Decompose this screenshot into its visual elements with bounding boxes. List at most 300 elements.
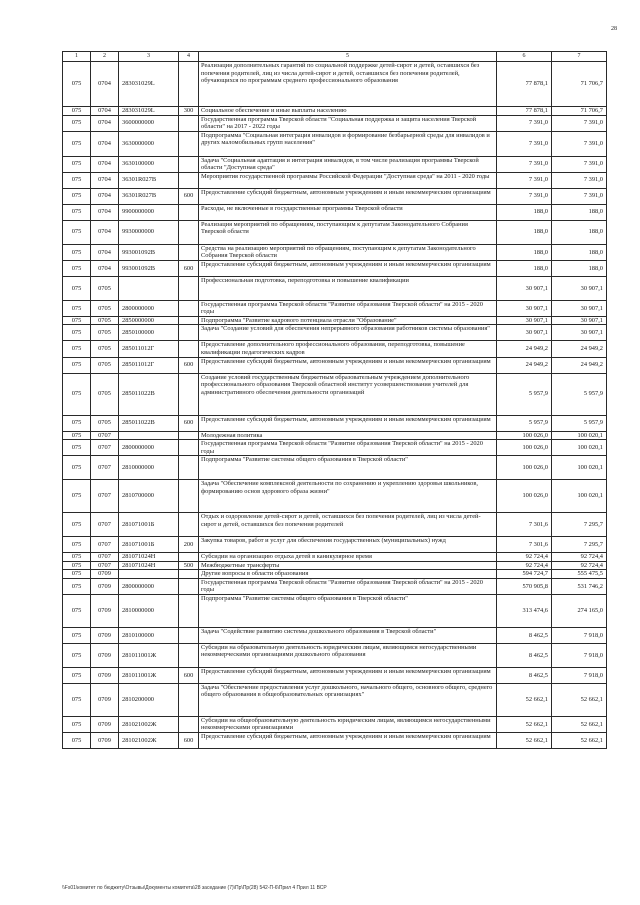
admin-code-cell: 075 (63, 667, 91, 683)
description-cell: Предоставление субсидий бюджетным, автономным учреждениям и иным некоммерческим организациям (199, 260, 497, 276)
column-header: 7 (552, 52, 607, 62)
admin-code-cell: 075 (63, 683, 91, 716)
target-article-cell: 3630100000 (119, 156, 179, 172)
table-row (63, 204, 607, 220)
section-code-cell: 0704 (91, 244, 119, 260)
amount-2019-cell: 531 746,2 (552, 578, 607, 594)
table-row (63, 733, 607, 749)
admin-code-cell: 075 (63, 561, 91, 570)
target-article-cell: 285011012Г (119, 341, 179, 357)
table-row (63, 643, 607, 667)
description-cell: Молодежная политика (199, 431, 497, 440)
expense-type-cell (179, 431, 199, 440)
section-code-cell: 0709 (91, 627, 119, 643)
amount-2019-cell: 52 662,1 (552, 733, 607, 749)
table-row (63, 537, 607, 553)
page-number: 28 (611, 26, 617, 32)
amount-2019-cell: 5 957,9 (552, 415, 607, 431)
target-article-cell: 2800000000 (119, 300, 179, 316)
section-code-cell: 0704 (91, 260, 119, 276)
description-cell: Задача "Обеспечение предоставления услуг дошкольного, начального общего, основного общего, среднего общего образования в общеобразовательных организациях" (199, 683, 497, 716)
target-article-cell: 2850000000 (119, 316, 179, 325)
admin-code-cell: 075 (63, 716, 91, 732)
expense-type-cell (179, 456, 199, 480)
section-code-cell: 0707 (91, 513, 119, 537)
section-code-cell: 0704 (91, 156, 119, 172)
table-row (63, 570, 607, 579)
amount-2018-cell: 7 301,6 (497, 513, 552, 537)
description-cell: Подпрограмма "Развитие системы общего образования в Тверской области" (199, 594, 497, 627)
admin-code-cell: 075 (63, 733, 91, 749)
expense-type-cell (179, 440, 199, 456)
admin-code-cell: 075 (63, 316, 91, 325)
expense-type-cell (179, 480, 199, 513)
admin-code-cell: 075 (63, 244, 91, 260)
admin-code-cell: 075 (63, 627, 91, 643)
target-article-cell: 281071024Н (119, 553, 179, 562)
expense-type-cell (179, 627, 199, 643)
description-cell: Государственная программа Тверской области "Социальная поддержка и защита населения Тверской области" на 2017 - 2022 годы (199, 115, 497, 131)
amount-2018-cell: 30 907,1 (497, 316, 552, 325)
amount-2019-cell: 7 391,0 (552, 131, 607, 156)
amount-2019-cell: 7 918,0 (552, 627, 607, 643)
admin-code-cell: 075 (63, 260, 91, 276)
expense-type-cell (179, 204, 199, 220)
target-article-cell: 993001092B (119, 260, 179, 276)
expense-type-cell (179, 570, 199, 579)
expense-type-cell: 200 (179, 537, 199, 553)
target-article-cell: 283031029L (119, 62, 179, 107)
expense-type-cell (179, 62, 199, 107)
expense-type-cell (179, 115, 199, 131)
table-row (63, 683, 607, 716)
amount-2019-cell: 7 391,0 (552, 188, 607, 204)
description-cell: Предоставление субсидий бюджетным, автономным учреждениям и иным некоммерческим организациям (199, 667, 497, 683)
section-code-cell: 0707 (91, 537, 119, 553)
amount-2018-cell: 92 724,4 (497, 561, 552, 570)
table-row (63, 716, 607, 732)
description-cell: Субсидии на образовательную деятельность юридическим лицам, являющимся негосударственными некоммерческими организациями дошкольного образования (199, 643, 497, 667)
expense-type-cell (179, 325, 199, 341)
target-article-cell: 3630000000 (119, 131, 179, 156)
expense-type-cell (179, 373, 199, 415)
target-article-cell (119, 431, 179, 440)
description-cell: Расходы, не включенные в государственные программы Тверской области (199, 204, 497, 220)
expense-type-cell: 600 (179, 188, 199, 204)
admin-code-cell: 075 (63, 415, 91, 431)
admin-code-cell: 075 (63, 594, 91, 627)
section-code-cell: 0704 (91, 107, 119, 116)
target-article-cell: 281071001Б (119, 537, 179, 553)
table-row (63, 553, 607, 562)
section-code-cell: 0704 (91, 172, 119, 188)
admin-code-cell: 075 (63, 325, 91, 341)
amount-2019-cell: 7 918,0 (552, 643, 607, 667)
section-code-cell: 0705 (91, 373, 119, 415)
amount-2018-cell: 7 391,0 (497, 188, 552, 204)
target-article-cell: 36301R027B (119, 172, 179, 188)
table-row (63, 172, 607, 188)
target-article-cell: 9930000000 (119, 220, 179, 244)
admin-code-cell: 075 (63, 156, 91, 172)
amount-2019-cell: 100 020,1 (552, 440, 607, 456)
description-cell: Профессиональная подготовка, переподготовка и повышение квалификации (199, 276, 497, 300)
expense-type-cell (179, 513, 199, 537)
amount-2019-cell: 188,0 (552, 244, 607, 260)
amount-2018-cell: 100 026,0 (497, 456, 552, 480)
section-code-cell: 0707 (91, 440, 119, 456)
admin-code-cell: 075 (63, 357, 91, 373)
expense-type-cell: 300 (179, 107, 199, 116)
description-cell: Отдых и оздоровление детей-сирот и детей, оставшихся без попечения родителей, лиц из числа детей-сирот и детей, оставшихся без попечения родителей (199, 513, 497, 537)
amount-2018-cell: 100 026,0 (497, 431, 552, 440)
admin-code-cell: 075 (63, 341, 91, 357)
table-body (63, 62, 607, 749)
description-cell: Предоставление субсидий бюджетным, автономным учреждениям и иным некоммерческим организациям (199, 188, 497, 204)
admin-code-cell: 075 (63, 373, 91, 415)
admin-code-cell: 075 (63, 107, 91, 116)
table-row (63, 667, 607, 683)
amount-2019-cell: 555 475,5 (552, 570, 607, 579)
amount-2018-cell: 7 391,0 (497, 172, 552, 188)
target-article-cell: 2810000000 (119, 594, 179, 627)
section-code-cell: 0704 (91, 188, 119, 204)
admin-code-cell: 075 (63, 480, 91, 513)
admin-code-cell: 075 (63, 537, 91, 553)
description-cell: Задача "Содействие развитию системы дошкольного образования в Тверской области" (199, 627, 497, 643)
section-code-cell: 0707 (91, 456, 119, 480)
admin-code-cell: 075 (63, 570, 91, 579)
expense-type-cell (179, 341, 199, 357)
description-cell: Подпрограмма "Социальная интеграция инвалидов и формирование безбарьерной среды для инвалидов и других маломобильных групп населения" (199, 131, 497, 156)
section-code-cell: 0709 (91, 733, 119, 749)
description-cell: Закупка товаров, работ и услуг для обеспечения государственных (муниципальных) нужд (199, 537, 497, 553)
amount-2019-cell: 24 949,2 (552, 357, 607, 373)
amount-2019-cell: 30 907,1 (552, 276, 607, 300)
admin-code-cell: 075 (63, 440, 91, 456)
table-row (63, 300, 607, 316)
expense-type-cell: 600 (179, 415, 199, 431)
admin-code-cell: 075 (63, 276, 91, 300)
table-row (63, 115, 607, 131)
amount-2018-cell: 52 662,1 (497, 683, 552, 716)
expense-type-cell: 600 (179, 667, 199, 683)
description-cell: Социальное обеспечение и иные выплаты населению (199, 107, 497, 116)
amount-2018-cell: 7 301,6 (497, 537, 552, 553)
amount-2018-cell: 30 907,1 (497, 325, 552, 341)
amount-2019-cell: 188,0 (552, 204, 607, 220)
expense-type-cell (179, 276, 199, 300)
amount-2018-cell: 52 662,1 (497, 716, 552, 732)
section-code-cell: 0705 (91, 341, 119, 357)
target-article-cell: 285011022В (119, 415, 179, 431)
admin-code-cell: 075 (63, 578, 91, 594)
description-cell: Субсидии на общеобразовательную деятельность юридическим лицам, являющимся негосударственными некоммерческими организациями (199, 716, 497, 732)
section-code-cell: 0705 (91, 300, 119, 316)
section-code-cell: 0707 (91, 480, 119, 513)
section-code-cell: 0704 (91, 115, 119, 131)
admin-code-cell: 075 (63, 643, 91, 667)
column-header: 6 (497, 52, 552, 62)
table-row (63, 513, 607, 537)
amount-2018-cell: 570 905,8 (497, 578, 552, 594)
table-row (63, 415, 607, 431)
section-code-cell: 0705 (91, 325, 119, 341)
admin-code-cell: 075 (63, 131, 91, 156)
description-cell: Мероприятия государственной программы Российской Федерации "Доступная среда" на 2011 - 2020 годы (199, 172, 497, 188)
amount-2018-cell: 5 957,9 (497, 415, 552, 431)
section-code-cell: 0704 (91, 62, 119, 107)
admin-code-cell: 075 (63, 553, 91, 562)
amount-2018-cell: 7 391,0 (497, 115, 552, 131)
amount-2019-cell: 100 020,1 (552, 431, 607, 440)
table-row (63, 341, 607, 357)
amount-2019-cell: 188,0 (552, 220, 607, 244)
section-code-cell: 0709 (91, 578, 119, 594)
amount-2019-cell: 30 907,1 (552, 300, 607, 316)
amount-2018-cell: 100 026,0 (497, 440, 552, 456)
expense-type-cell (179, 553, 199, 562)
section-code-cell: 0705 (91, 276, 119, 300)
section-code-cell: 0707 (91, 553, 119, 562)
amount-2019-cell: 52 662,1 (552, 683, 607, 716)
amount-2018-cell: 24 949,2 (497, 357, 552, 373)
target-article-cell: 36301R027B (119, 188, 179, 204)
column-header: 3 (119, 52, 179, 62)
amount-2018-cell: 52 662,1 (497, 733, 552, 749)
table-row (63, 561, 607, 570)
target-article-cell: 283031029L (119, 107, 179, 116)
target-article-cell: 281021002Ж (119, 733, 179, 749)
description-cell: Подпрограмма "Развитие кадрового потенциала отрасли "Образование" (199, 316, 497, 325)
expense-type-cell: 600 (179, 260, 199, 276)
column-header: 4 (179, 52, 199, 62)
description-cell: Подпрограмма "Развитие системы общего образования в Тверской области" (199, 456, 497, 480)
expense-type-cell (179, 578, 199, 594)
amount-2018-cell: 7 391,0 (497, 156, 552, 172)
description-cell: Задача "Обеспечение комплексной деятельности по сохранению и укреплению здоровья школьников, формированию основ здорового образа жизни" (199, 480, 497, 513)
table-row (63, 260, 607, 276)
expense-type-cell (179, 643, 199, 667)
description-cell: Создание условий государственным бюджетным образовательным учреждением дополнительного профессионального образования Тверской областной институт усовершенствования учителей для административного обеспечения деятельности организаций (199, 373, 497, 415)
target-article-cell: 281011001Ж (119, 643, 179, 667)
amount-2018-cell: 188,0 (497, 204, 552, 220)
section-code-cell: 0704 (91, 220, 119, 244)
admin-code-cell: 075 (63, 188, 91, 204)
admin-code-cell: 075 (63, 431, 91, 440)
table-row (63, 578, 607, 594)
amount-2018-cell: 5 957,9 (497, 373, 552, 415)
section-code-cell: 0709 (91, 667, 119, 683)
expense-type-cell (179, 316, 199, 325)
target-article-cell: 2810200000 (119, 683, 179, 716)
footer-file-path: \\Fs01\комитет по бюджету\Отзывы\Документы комитета\28 заседание (7)\Пр\Пр(28) 542-П-6\Прил 4 Прил 11 ВСР (62, 885, 327, 891)
section-code-cell: 0707 (91, 561, 119, 570)
admin-code-cell: 075 (63, 456, 91, 480)
table-row (63, 440, 607, 456)
target-article-cell: 2810000000 (119, 456, 179, 480)
description-cell: Другие вопросы в области образования (199, 570, 497, 579)
table-row (63, 456, 607, 480)
table-row (63, 276, 607, 300)
amount-2019-cell: 100 020,1 (552, 480, 607, 513)
table-row (63, 373, 607, 415)
admin-code-cell: 075 (63, 115, 91, 131)
admin-code-cell: 075 (63, 62, 91, 107)
expense-type-cell (179, 594, 199, 627)
description-cell: Межбюджетные трансферты (199, 561, 497, 570)
column-header: 1 (63, 52, 91, 62)
section-code-cell: 0704 (91, 131, 119, 156)
description-cell: Предоставление субсидий бюджетным, автономным учреждениям и иным некоммерческим организациям (199, 357, 497, 373)
amount-2018-cell: 92 724,4 (497, 553, 552, 562)
target-article-cell: 281071001Б (119, 513, 179, 537)
section-code-cell: 0709 (91, 643, 119, 667)
description-cell: Реализация мероприятий по обращениям, поступающим к депутатам Законодательного Собрания Тверской области (199, 220, 497, 244)
target-article-cell: 285011012Г (119, 357, 179, 373)
amount-2018-cell: 8 462,5 (497, 667, 552, 683)
target-article-cell: 2850100000 (119, 325, 179, 341)
table-row (63, 244, 607, 260)
target-article-cell: 2810100000 (119, 627, 179, 643)
amount-2018-cell: 188,0 (497, 260, 552, 276)
amount-2018-cell: 188,0 (497, 244, 552, 260)
table-row (63, 431, 607, 440)
admin-code-cell: 075 (63, 513, 91, 537)
target-article-cell (119, 276, 179, 300)
section-code-cell: 0707 (91, 431, 119, 440)
amount-2018-cell: 100 026,0 (497, 480, 552, 513)
table-row (63, 156, 607, 172)
table-row (63, 107, 607, 116)
expense-type-cell (179, 156, 199, 172)
section-code-cell: 0709 (91, 570, 119, 579)
amount-2019-cell: 7 295,7 (552, 513, 607, 537)
admin-code-cell: 075 (63, 300, 91, 316)
table-row (63, 594, 607, 627)
admin-code-cell: 075 (63, 204, 91, 220)
amount-2019-cell: 30 907,1 (552, 316, 607, 325)
section-code-cell: 0705 (91, 357, 119, 373)
amount-2019-cell: 30 907,1 (552, 325, 607, 341)
table-row (63, 357, 607, 373)
admin-code-cell: 075 (63, 172, 91, 188)
target-article-cell: 2810700000 (119, 480, 179, 513)
target-article-cell: 281021002Ж (119, 716, 179, 732)
amount-2019-cell: 100 020,1 (552, 456, 607, 480)
description-cell: Субсидии на организацию отдыха детей в каникулярное время (199, 553, 497, 562)
amount-2018-cell: 313 474,6 (497, 594, 552, 627)
target-article-cell: 993001092B (119, 244, 179, 260)
column-header: 2 (91, 52, 119, 62)
description-cell: Государственная программа Тверской области "Развитие образования Тверской области" на 2015 - 2020 годы (199, 300, 497, 316)
target-article-cell: 2800000000 (119, 578, 179, 594)
expense-type-cell (179, 300, 199, 316)
target-article-cell: 2800000000 (119, 440, 179, 456)
amount-2018-cell: 188,0 (497, 220, 552, 244)
description-cell: Задача "Создание условий для обеспечения непрерывного образования работников системы образования" (199, 325, 497, 341)
table-row (63, 316, 607, 325)
amount-2018-cell: 77 878,1 (497, 62, 552, 107)
expense-type-cell (179, 172, 199, 188)
amount-2018-cell: 8 462,5 (497, 643, 552, 667)
amount-2019-cell: 71 706,7 (552, 62, 607, 107)
header-row (63, 52, 607, 62)
amount-2019-cell: 7 918,0 (552, 667, 607, 683)
section-code-cell: 0709 (91, 683, 119, 716)
description-cell: Государственная программа Тверской области "Развитие образования Тверской области" на 2015 - 2020 годы (199, 578, 497, 594)
target-article-cell: 281011001Ж (119, 667, 179, 683)
description-cell: Задача "Социальная адаптация и интеграция инвалидов, в том числе реализация программы Тверской области "Доступная среда" (199, 156, 497, 172)
description-cell: Реализация дополнительных гарантий по социальной поддержке детей-сирот и детей, оставшихся без попечения родителей, лиц из числа детей-сирот и детей, оставшихся без попечения родителей, обучающихся по программам среднего профессионального образования (199, 62, 497, 107)
amount-2018-cell: 8 462,5 (497, 627, 552, 643)
amount-2018-cell: 594 724,7 (497, 570, 552, 579)
table-row (63, 480, 607, 513)
table-row (63, 131, 607, 156)
amount-2019-cell: 7 391,0 (552, 115, 607, 131)
amount-2018-cell: 30 907,1 (497, 300, 552, 316)
expense-type-cell (179, 716, 199, 732)
section-code-cell: 0709 (91, 716, 119, 732)
target-article-cell: 285011022В (119, 373, 179, 415)
section-code-cell: 0709 (91, 594, 119, 627)
description-cell: Средства на реализацию мероприятий по обращениям, поступающим к депутатам Законодательного Собрания Тверской области (199, 244, 497, 260)
description-cell: Предоставление дополнительного профессионального образования, переподготовка, повышение квалификации педагогических кадров (199, 341, 497, 357)
amount-2019-cell: 7 391,0 (552, 156, 607, 172)
amount-2019-cell: 92 724,4 (552, 553, 607, 562)
amount-2019-cell: 24 949,2 (552, 341, 607, 357)
expense-type-cell (179, 244, 199, 260)
expense-type-cell (179, 683, 199, 716)
column-header: 5 (199, 52, 497, 62)
amount-2018-cell: 77 878,1 (497, 107, 552, 116)
description-cell: Предоставление субсидий бюджетным, автономным учреждениям и иным некоммерческим организациям (199, 733, 497, 749)
table-row (63, 188, 607, 204)
expense-type-cell: 600 (179, 733, 199, 749)
section-code-cell: 0705 (91, 316, 119, 325)
description-cell: Государственная программа Тверской области "Развитие образования Тверской области" на 2015 - 2020 годы (199, 440, 497, 456)
description-cell: Предоставление субсидий бюджетным, автономным учреждениям и иным некоммерческим организациям (199, 415, 497, 431)
table-row (63, 220, 607, 244)
amount-2019-cell: 92 724,4 (552, 561, 607, 570)
amount-2019-cell: 7 295,7 (552, 537, 607, 553)
amount-2019-cell: 188,0 (552, 260, 607, 276)
amount-2019-cell: 52 662,1 (552, 716, 607, 732)
target-article-cell: 9900000000 (119, 204, 179, 220)
amount-2018-cell: 7 391,0 (497, 131, 552, 156)
target-article-cell (119, 570, 179, 579)
section-code-cell: 0705 (91, 415, 119, 431)
expense-type-cell: 500 (179, 561, 199, 570)
amount-2018-cell: 30 907,1 (497, 276, 552, 300)
expense-type-cell (179, 131, 199, 156)
amount-2019-cell: 71 706,7 (552, 107, 607, 116)
amount-2019-cell: 7 391,0 (552, 172, 607, 188)
table-row (63, 627, 607, 643)
expense-type-cell (179, 220, 199, 244)
amount-2019-cell: 274 165,0 (552, 594, 607, 627)
expense-type-cell: 600 (179, 357, 199, 373)
amount-2019-cell: 5 957,9 (552, 373, 607, 415)
target-article-cell: 3600000000 (119, 115, 179, 131)
table-row (63, 325, 607, 341)
budget-table (62, 51, 607, 749)
amount-2018-cell: 24 949,2 (497, 341, 552, 357)
section-code-cell: 0704 (91, 204, 119, 220)
table-row (63, 62, 607, 107)
admin-code-cell: 075 (63, 220, 91, 244)
target-article-cell: 281071024Н (119, 561, 179, 570)
